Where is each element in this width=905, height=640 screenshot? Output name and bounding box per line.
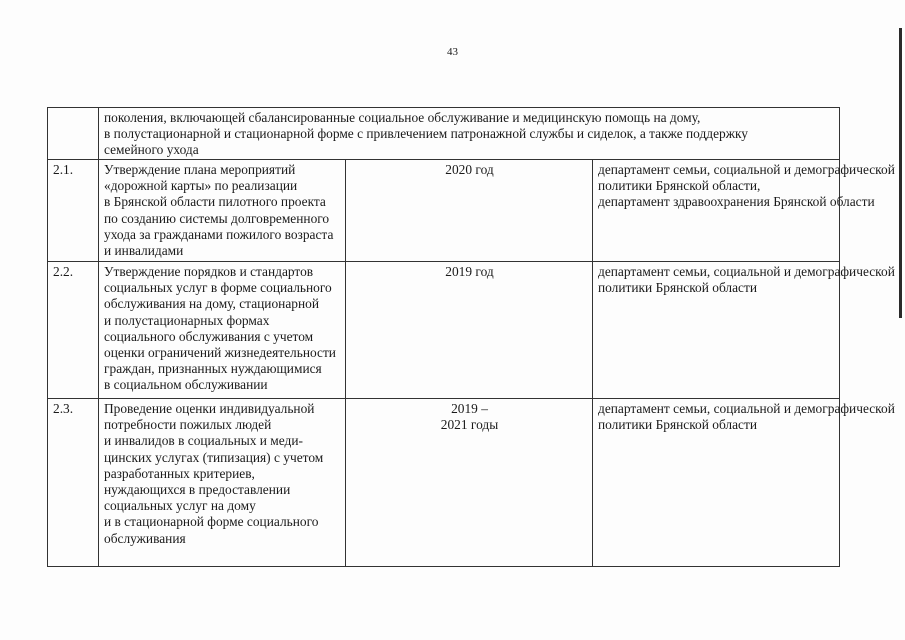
table-row (48, 262, 840, 399)
text-line: департамент здравоохранения Брянской области (598, 194, 875, 210)
text-line: в полустационарной и стационарной форме с привлечением патронажной службы и сиделок, а также поддержку (104, 126, 748, 142)
term-cell (346, 160, 593, 262)
continuation-text-cell (99, 108, 840, 160)
text-line: социальных услуг в форме социального (104, 280, 332, 296)
text-line: департамент семьи, социальной и демографической (598, 162, 895, 177)
text-line: Проведение оценки индивидуальной (104, 401, 315, 416)
text-line: поколения, включающей сбалансированные социальное обслуживание и медицинскую помощь на дому, (104, 110, 701, 125)
text-line: и инвалидами (104, 243, 184, 259)
text-line: нуждающихся в предоставлении (104, 482, 291, 498)
table-row (48, 399, 840, 567)
executor-cell (593, 262, 895, 399)
row-number-cell: 2.1. (48, 160, 99, 262)
term-cell (346, 399, 593, 567)
text-line: обслуживания (104, 530, 186, 546)
executor-cell (593, 160, 895, 262)
text-line: оценки ограничений жизнедеятельности (104, 345, 336, 361)
text-line: департамент семьи, социальной и демографической (598, 401, 895, 416)
text-line: департамент семьи, социальной и демографической (598, 264, 895, 279)
row-number-cell: 2.3. (48, 399, 99, 567)
scan-edge-line (899, 28, 902, 318)
text-line: 2019 – (451, 401, 488, 416)
text-line: в социальном обслуживании (104, 377, 268, 393)
text-line: 2020 год (445, 162, 494, 177)
text-line: в Брянской области пилотного проекта (104, 194, 326, 210)
text-line: социальных услуг на дому (104, 498, 256, 514)
plan-table (47, 107, 895, 567)
page-number: 43 (447, 46, 458, 58)
text-line: и в стационарной форме социального (104, 514, 319, 530)
executor-cell (593, 399, 895, 567)
text-line: 2021 годы (440, 417, 499, 433)
text-line: и инвалидов в социальных и меди- (104, 433, 303, 449)
text-line: 2019 год (445, 264, 494, 279)
row-number-cell: 2.2. (48, 262, 99, 399)
term-cell (346, 262, 593, 399)
text-line: потребности пожилых людей (104, 417, 272, 433)
text-line: «дорожной карты» по реализации (104, 178, 298, 194)
event-cell (99, 160, 346, 262)
text-line: по созданию системы долговременного (104, 210, 330, 226)
text-line: Утверждение порядков и стандартов (104, 264, 314, 279)
event-cell (99, 262, 346, 399)
text-line: Утверждение плана мероприятий (104, 162, 296, 177)
text-line: политики Брянской области (598, 417, 758, 433)
text-line: граждан, признанных нуждающимися (104, 361, 322, 377)
text-line: политики Брянской области, (598, 178, 761, 194)
text-line: обслуживания на дому, стационарной (104, 296, 319, 312)
text-line: политики Брянской области (598, 280, 758, 296)
row-number-cell (48, 108, 99, 160)
text-line: ухода за гражданами пожилого возраста (104, 226, 334, 242)
text-line: цинских услугах (типизация) с учетом (104, 449, 324, 465)
event-cell (99, 399, 346, 567)
text-line: и полустационарных формах (104, 312, 270, 328)
table-row (48, 160, 840, 262)
text-line: разработанных критериев, (104, 465, 255, 481)
text-line: семейного ухода (104, 142, 199, 158)
table-row-continuation (48, 108, 840, 160)
text-line: социального обслуживания с учетом (104, 328, 314, 344)
